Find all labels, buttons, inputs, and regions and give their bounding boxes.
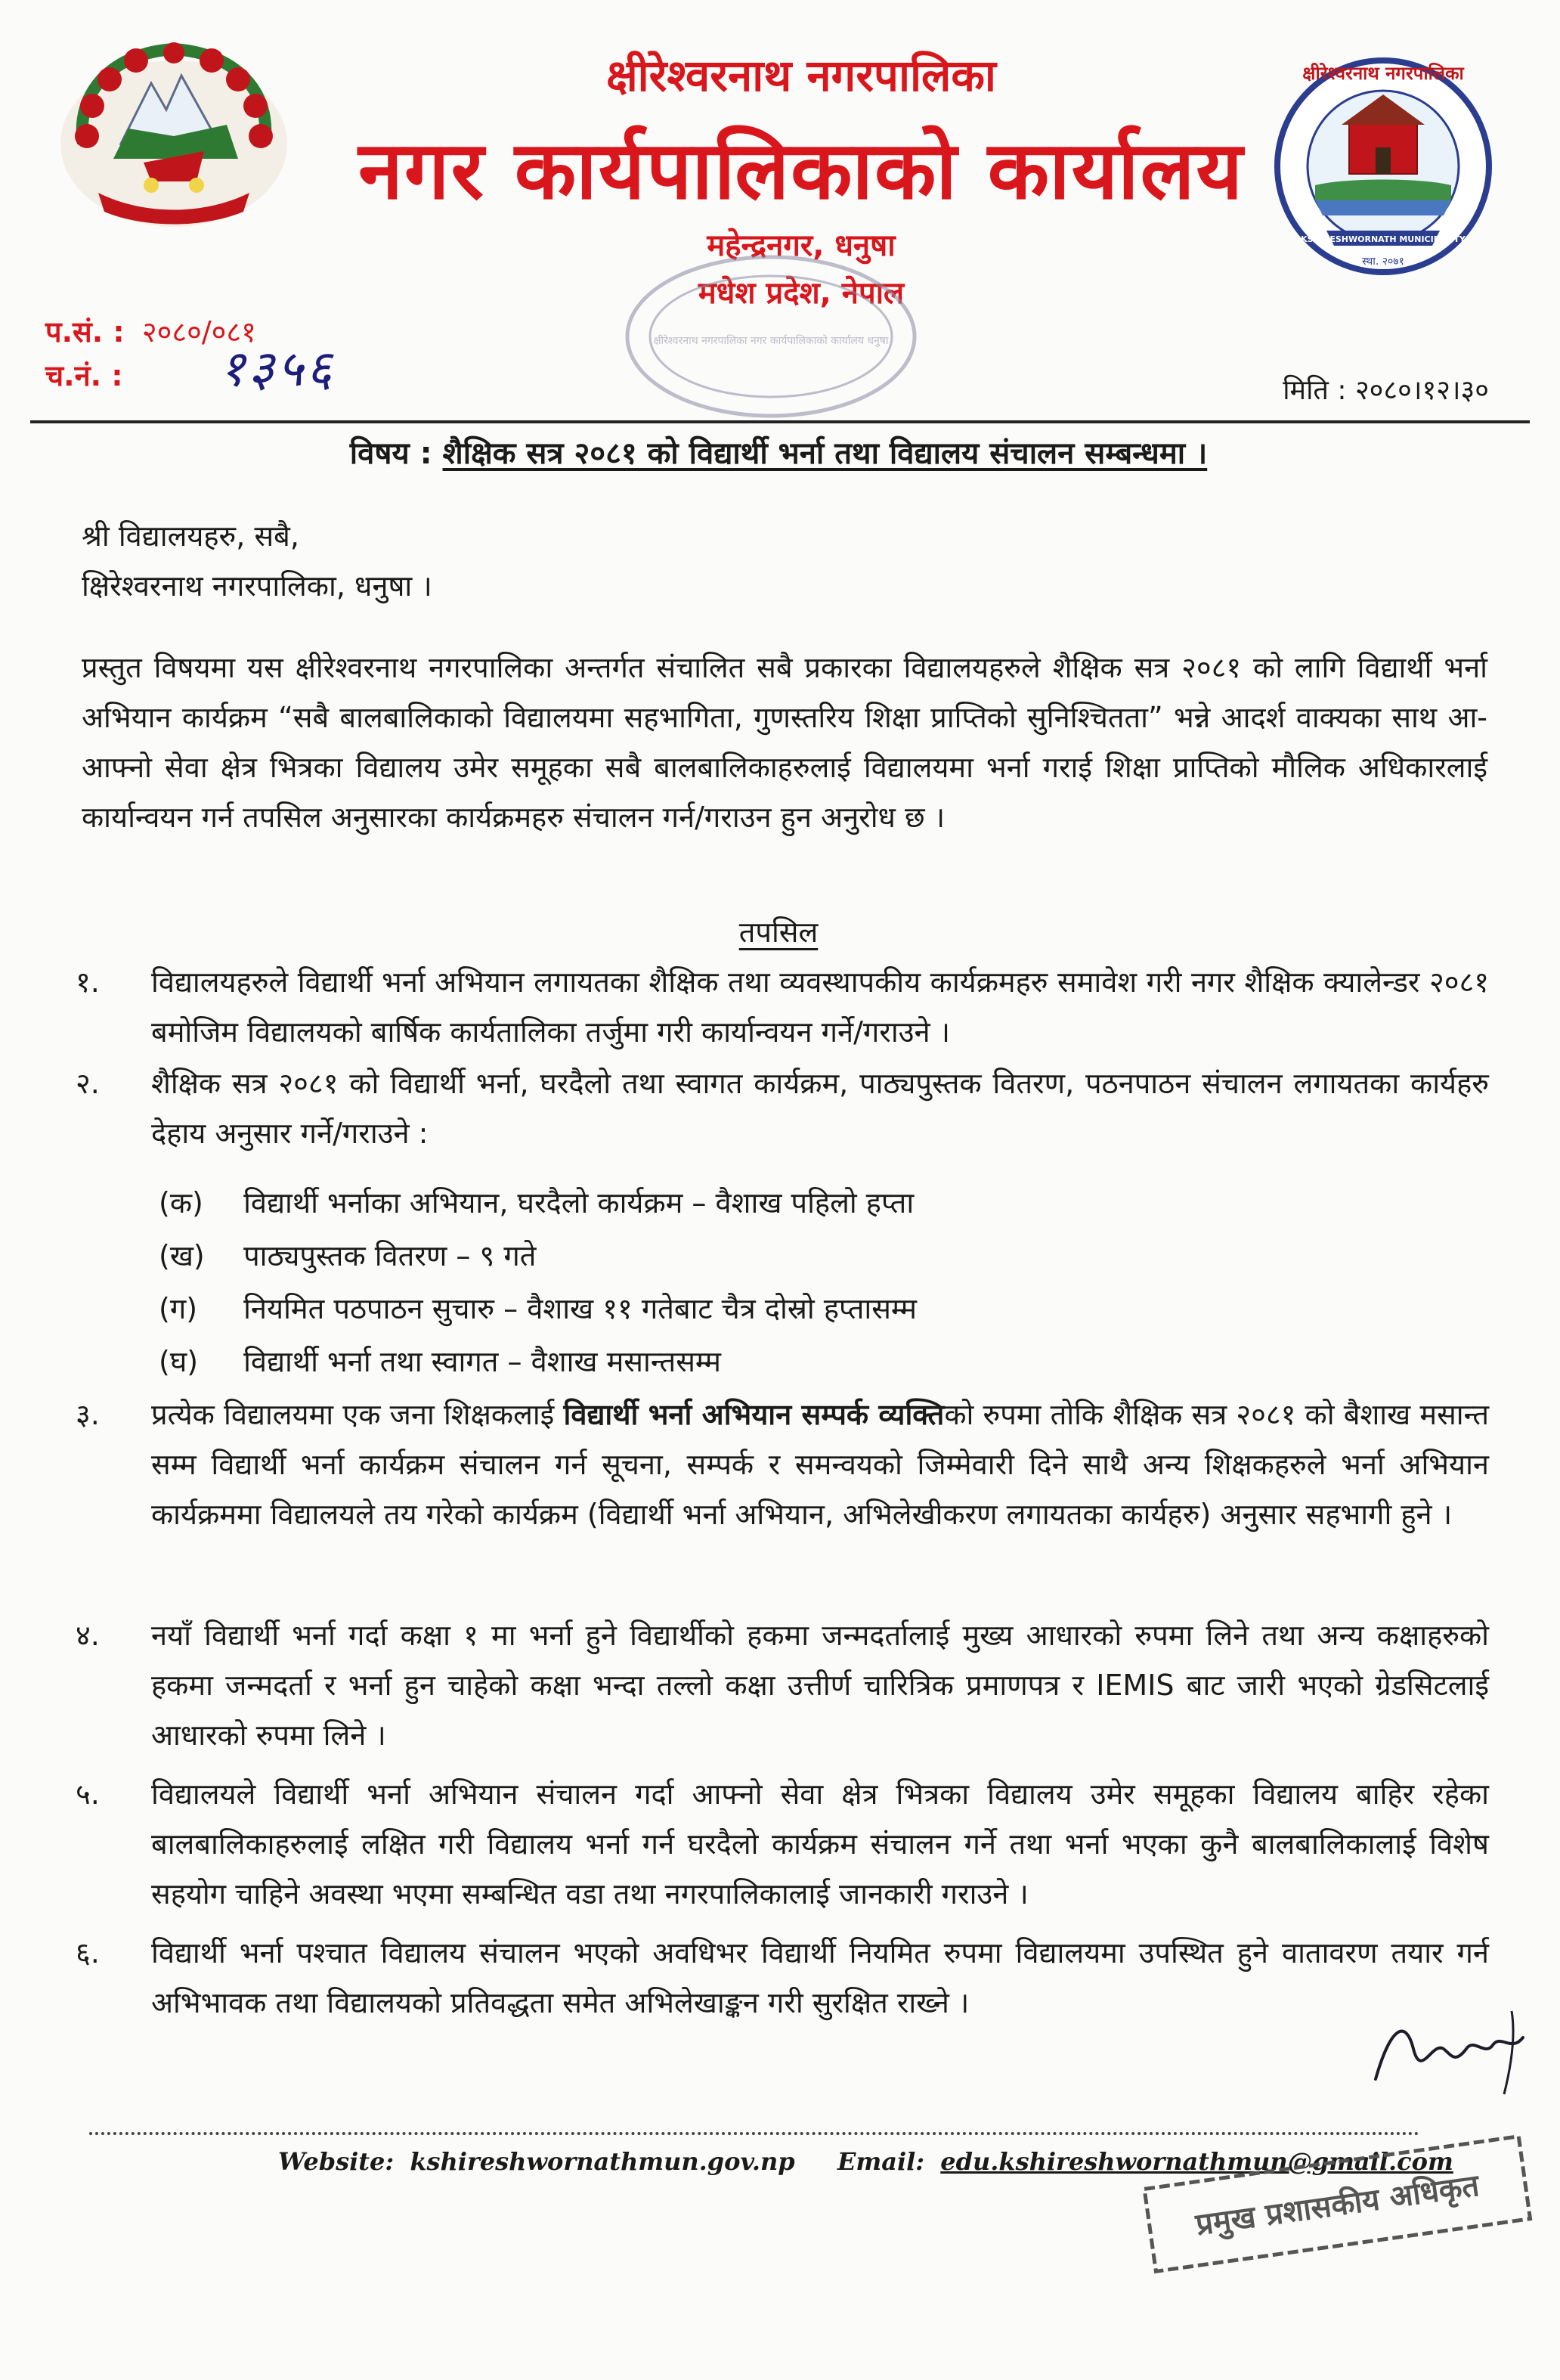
sub-item (159, 1231, 1141, 1281)
item-text: नयाँ विद्यार्थी भर्ना गर्दा कक्षा १ मा भर्ना हुने विद्यार्थीको हकमा जन्मदर्तालाई मुख्य आधारको रुपमा लिने तथा अन्य कक्षाहरुको हकमा जन्मदर्ता र भर्ना हुन चाहेको कक्षा भन्दा तल्लो कक्षा उत्तीर्ण चारित्रिक प्रमाणपत्र र IEMIS बाट जारी भएको ग्रेडसिटलाई आधारको रुपमा लिने । (151, 1619, 1489, 1752)
item-number: १. (76, 965, 100, 999)
sub-item-label: (क) (159, 1186, 203, 1219)
item-number: ६. (76, 1936, 100, 1969)
email-label: Email: (837, 2147, 925, 2176)
address-line-1: महेन्द्रनगर, धनुषा (707, 228, 896, 263)
logo-established: स्था. २०७१ (1362, 256, 1404, 268)
subject-text: शैक्षिक सत्र २०८१ को विद्यार्थी भर्ना तथा विद्यालय संचालन सम्बन्धमा । (442, 436, 1208, 471)
reference-cn (45, 355, 123, 395)
handwritten-dispatch-number: १३५६ (219, 339, 336, 398)
cn-label: च.नं. : (45, 359, 123, 392)
seal-stamp-text: प्रमुख प्रशासकीय अधिकृत (1193, 2168, 1481, 2243)
item-number: ४. (76, 1619, 100, 1652)
sub-item-label: (ख) (159, 1239, 205, 1272)
item-text: शैक्षिक सत्र २०८१ को विद्यार्थी भर्ना, घरदैलो तथा स्वागत कार्यक्रम, पाठ्यपुस्तक वितरण, पठनपाठन संचालन लगायतका कार्यहरु देहाय अनुसार गर्ने/गराउने : (151, 1067, 1489, 1150)
sub-item-label: (घ) (159, 1345, 199, 1378)
item-text: विद्यार्थी भर्ना पश्चात विद्यालय संचालन भएको अवधिभर विद्यार्थी नियमित रुपमा विद्यालयमा उपस्थित हुने वातावरण तयार गर्न अभिभावक तथा विद्यालयको प्रतिवद्धता समेत अभिलेखाङ्कन गरी सुरक्षित राख्ने । (151, 1936, 1489, 2019)
header-divider (30, 420, 1530, 423)
item-number: ३. (76, 1398, 100, 1431)
sub-item (159, 1337, 1141, 1387)
subject-line (287, 431, 1270, 473)
ps-label: प.सं. : (45, 315, 125, 349)
sub-item-text: पाठ्यपुस्तक वितरण – ९ गते (243, 1239, 537, 1272)
office-title: नगर कार्यपालिकाको कार्यालय (358, 124, 1244, 217)
address-line-2: मधेश प्रदेश, नेपाल (698, 276, 905, 311)
item-text: विद्यालयले विद्यार्थी भर्ना अभियान संचालन गर्दा आफ्नो सेवा क्षेत्र भित्रका विद्यालय उमेर समूहका विद्यालय बाहिर रहेका बालबालिकाहरुलाई लक्षित गरी विद्यालय भर्ना गर्न घरदैलो कार्यक्रम संचालन गर्ने तथा भर्ना भएका कुनै बालबालिकालाई विशेष सहयोग चाहिने अवस्था भएमा सम्बन्धित वडा तथा नगरपालिकालाई जानकारी गराउने । (151, 1777, 1489, 1911)
website-link[interactable]: kshireshwornathmun.gov.np (410, 2147, 795, 2176)
recipient-line-2: क्षिरेश्वरनाथ नगरपालिका, धनुषा । (82, 569, 432, 603)
contact-person-bold: विद्यार्थी भर्ना अभियान सम्पर्क व्यक्ति (563, 1398, 945, 1431)
logo-ring-text: क्षीरेश्वरनाथ नगरपालिका (1302, 63, 1464, 84)
email-link[interactable]: edu.kshireshwornathmun@gmail.com (940, 2147, 1453, 2176)
tapsil-heading: तपसिल (738, 916, 819, 949)
sub-item-text: विद्यार्थी भर्नाका अभियान, घरदैलो कार्यक्रम – वैशाख पहिलो हप्ता (243, 1186, 915, 1219)
nepal-emblem-icon (53, 30, 295, 234)
ps-value: २०८०/०८१ (141, 315, 256, 349)
seal-stamp (1134, 2132, 1542, 2283)
subject-label: विषय : (349, 436, 432, 471)
letter-date: मिति : २०८०।१२।३० (1283, 375, 1489, 406)
office-stamp (620, 249, 922, 423)
footer-website (278, 2147, 795, 2176)
item-text (151, 1390, 1489, 1539)
website-label: Website: (278, 2147, 395, 2176)
municipality-logo (1270, 53, 1497, 280)
municipality-name: क्षीरेश्वरनाथ नगरपालिका (606, 50, 996, 101)
sub-item (159, 1284, 1141, 1334)
item-text-after: को रुपमा तोकि शैक्षिक सत्र २०८१ को बैशाख मसान्त सम्म विद्यार्थी भर्ना कार्यक्रम संचालन गर्न सूचना, सम्पर्क र समन्वयको जिम्मेवारी दिने साथै अन्य शिक्षकहरुले भर्ना अभियान कार्यक्रममा विद्यालयले तय गरेको कार्यक्रम (विद्यार्थी भर्ना अभियान, अभिलेखीकरण लगायतका कार्यहरु) अनुसार सहभागी हुने । (151, 1398, 1489, 1531)
recipient-block (82, 511, 762, 611)
item-number: ५. (76, 1777, 100, 1811)
recipient-line-1: श्री विद्यालयहरु, सबै, (82, 519, 299, 553)
office-stamp-text: क्षीरेश्वरनाथ नगरपालिका नगर कार्यपालिकाको कार्यालय धनुषा (653, 335, 889, 347)
item-number: २. (76, 1067, 100, 1100)
sub-item-text: नियमित पठपाठन सुचारु – वैशाख ११ गतेबाट चैत्र दोस्रो हप्तासम्म (243, 1292, 917, 1325)
item-text: विद्यालयहरुले विद्यार्थी भर्ना अभियान लगायतका शैक्षिक तथा व्यवस्थापकीय कार्यक्रमहरु समावेश गरी नगर शैक्षिक क्यालेन्डर २०८१ बमोजिम विद्यालयको बार्षिक कार्यतालिका तर्जुमा गरी कार्यान्वयन गर्ने/गराउने । (151, 965, 1489, 1049)
signature (1360, 1996, 1534, 2109)
item-text-before: प्रत्येक विद्यालयमा एक जना शिक्षकलाई (151, 1398, 564, 1431)
sub-item-label: (ग) (159, 1292, 198, 1325)
intro-paragraph: प्रस्तुत विषयमा यस क्षीरेश्वरनाथ नगरपालिका अन्तर्गत संचालित सबै प्रकारका विद्यालयहरुले शैक्षिक सत्र २०८१ को लागि विद्यार्थी भर्ना अभियान कार्यक्रम “सबै बालबालिकाको विद्यालयमा सहभागिता, गुणस्तरिय शिक्षा प्राप्तिको सुनिश्चितता” भन्ने आदर्श वाक्यका साथ आ-आफ्नो सेवा क्षेत्र भित्रका विद्यालय उमेर समूहका सबै बालबालिकाहरुलाई विद्यालयमा भर्ना गराई शिक्षा प्राप्तिको मौलिक अधिकारलाई कार्यान्वयन गर्न तपसिल अनुसारका कार्यक्रमहरु संचालन गर्न/गराउन हुन अनुरोध छ । (82, 651, 1487, 834)
sub-item (159, 1178, 1141, 1228)
logo-english-name: KSHIRESHWORNATH MUNICIPALITY (1301, 234, 1466, 244)
sub-item-text: विद्यार्थी भर्ना तथा स्वागत – वैशाख मसान्तसम्म (243, 1345, 721, 1378)
